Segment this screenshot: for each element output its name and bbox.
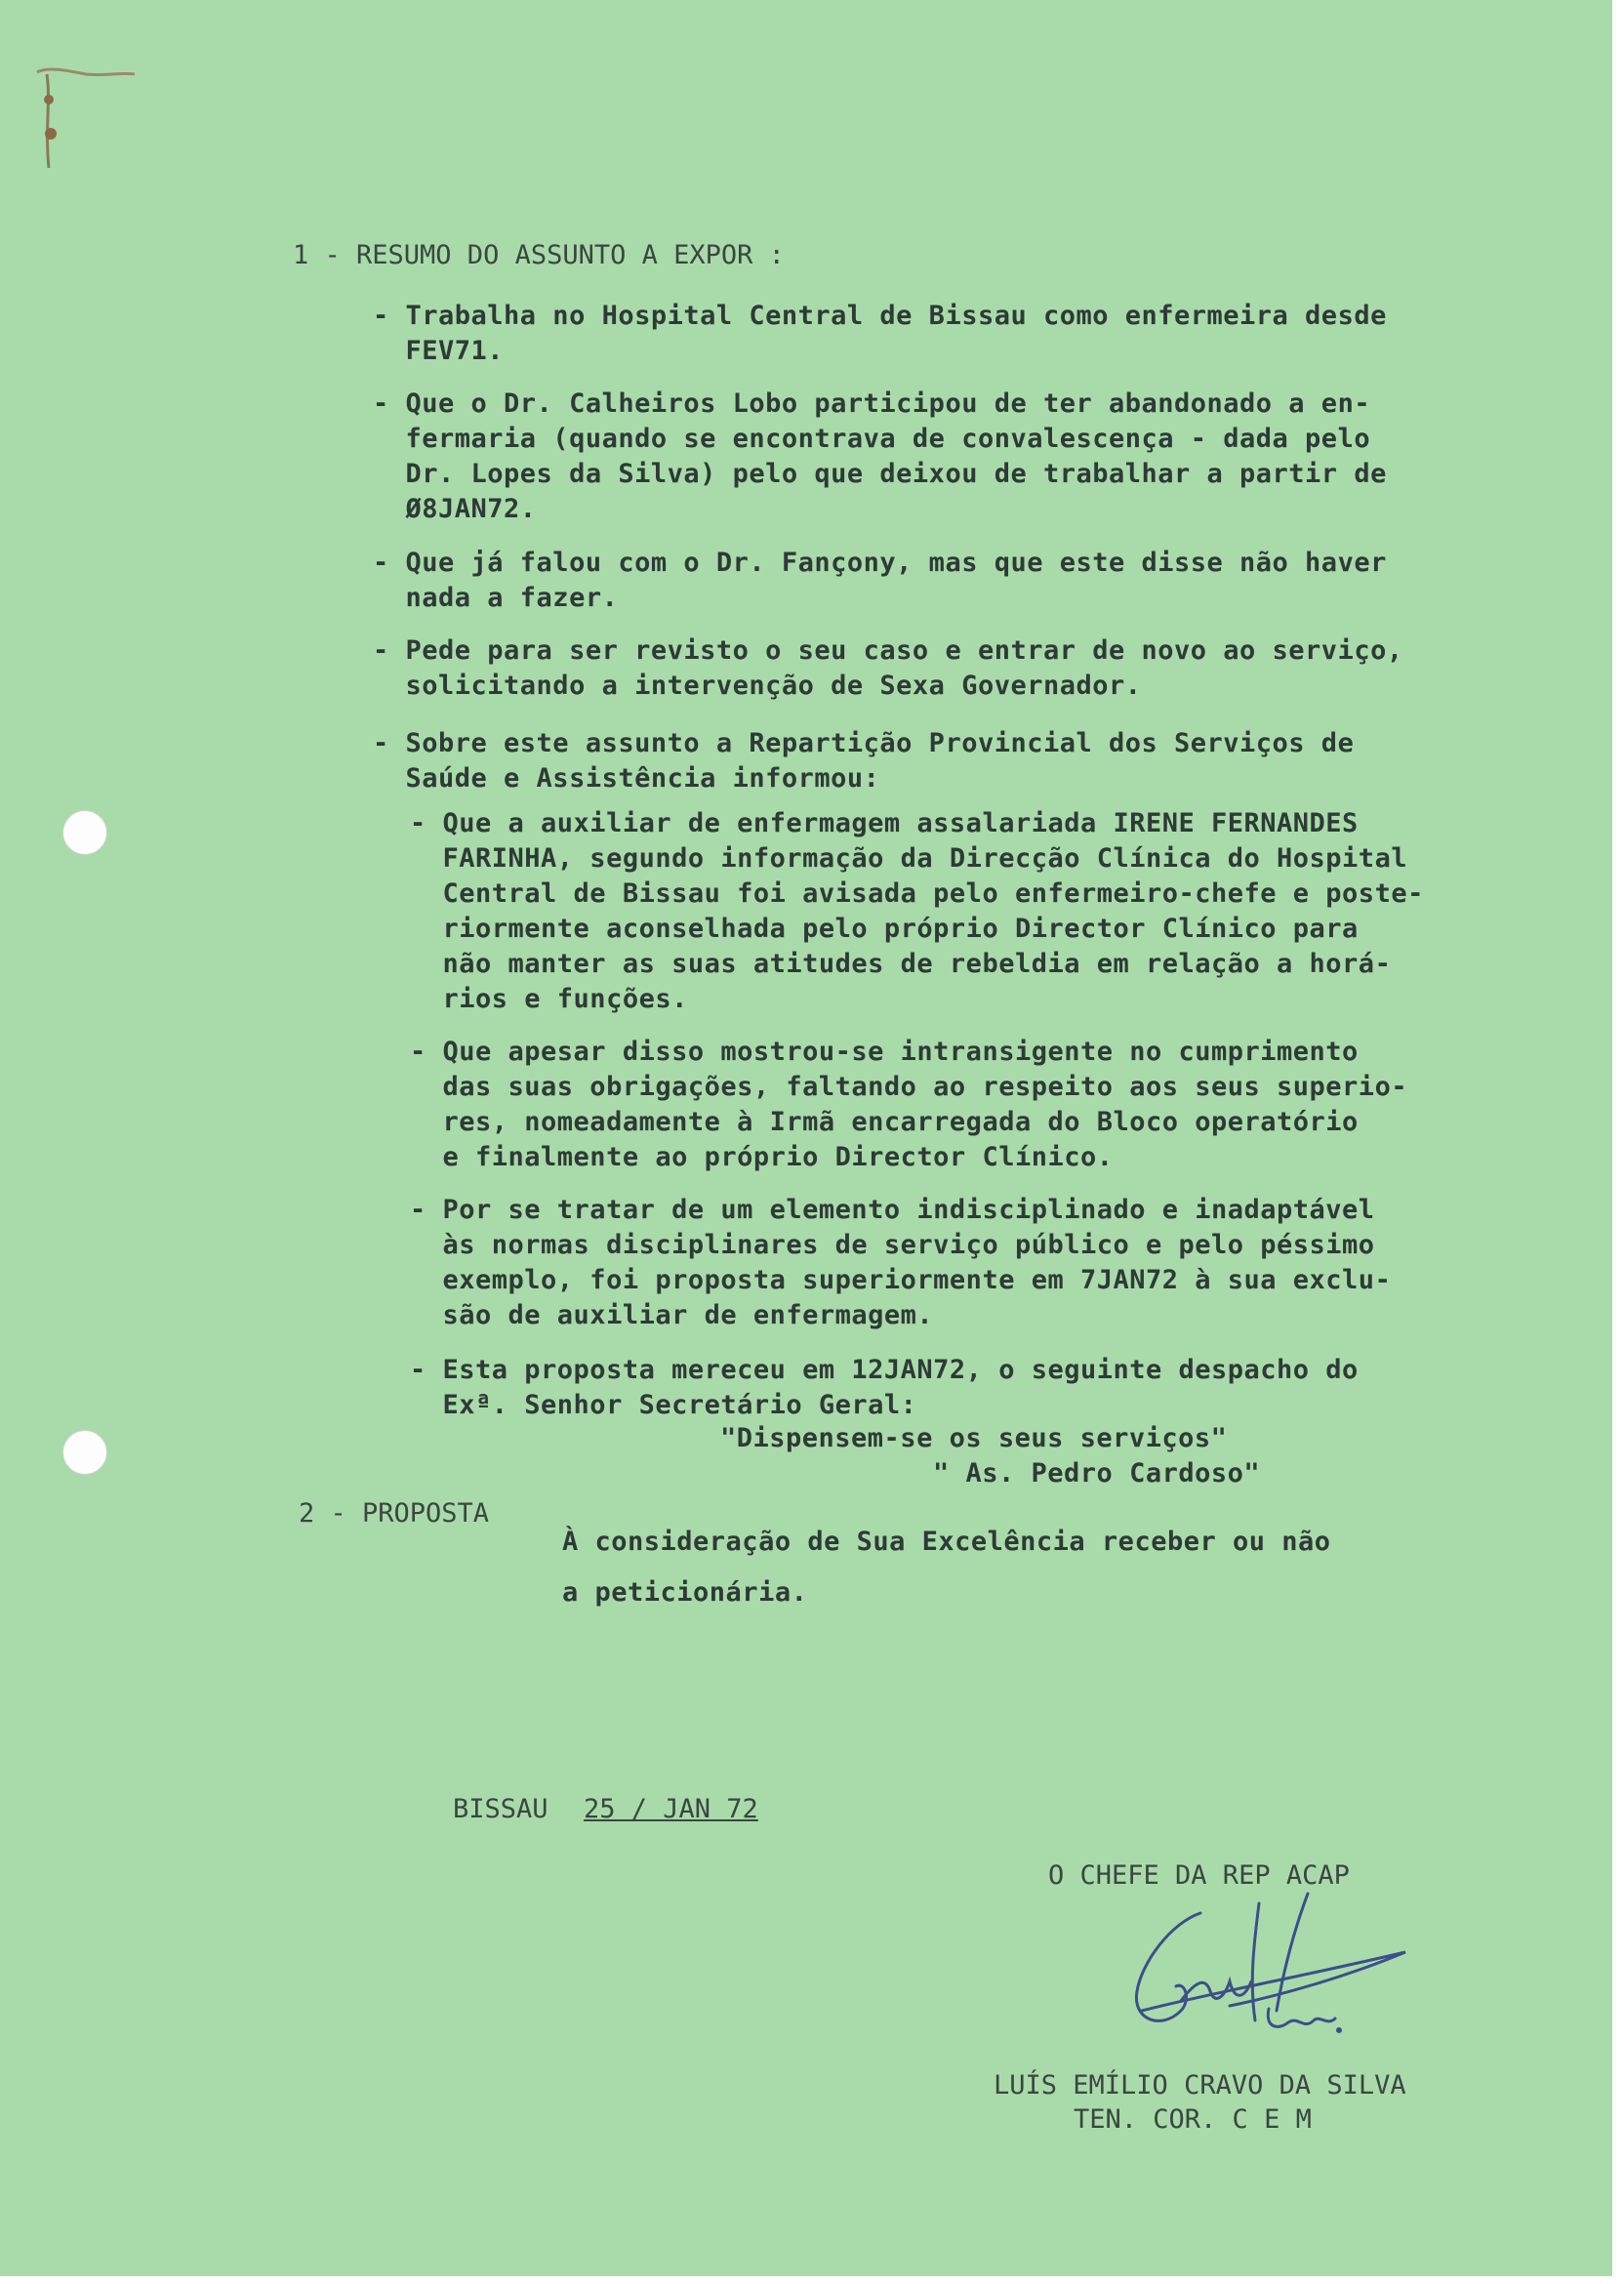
item-line: - Pede para ser revisto o seu caso e entrar de novo ao serviço, <box>373 635 1403 666</box>
item-1 <box>373 299 1387 369</box>
place: BISSAU <box>453 1794 548 1824</box>
item-5 <box>373 726 1354 796</box>
subitem-3 <box>410 1193 1391 1333</box>
section-1-heading: 1 - RESUMO DO ASSUNTO A EXPOR : <box>293 240 785 270</box>
date: 25 / JAN 72 <box>584 1794 758 1824</box>
item-line: - Que já falou com o Dr. Fançony, mas que este disse não haver <box>373 548 1387 578</box>
item-line: FEV71. <box>373 336 505 366</box>
item-line: Ø8JAN72. <box>373 494 537 524</box>
signatory-name: LUÍS EMÍLIO CRAVO DA SILVA <box>994 2070 1406 2100</box>
subitem-line: riormente aconselhada pelo próprio Director Clínico para <box>410 914 1359 944</box>
proposal-line-2: a peticionária. <box>562 1577 808 1608</box>
item-line: - Trabalha no Hospital Central de Bissau como enfermeira desde <box>373 301 1387 331</box>
section-2-heading: 2 - PROPOSTA <box>299 1498 490 1529</box>
subitem-line: - Esta proposta mereceu em 12JAN72, o seguinte despacho do <box>410 1355 1359 1385</box>
subitem-line: - Por se tratar de um elemento indisciplinado e inadaptável <box>410 1195 1375 1225</box>
punch-hole-upper <box>62 810 107 855</box>
handwritten-signature <box>1083 1884 1435 2079</box>
despacho-quote-2: " As. Pedro Cardoso" <box>933 1458 1261 1489</box>
item-line: Dr. Lopes da Silva) pelo que deixou de trabalhar a partir de <box>373 459 1387 489</box>
subitem-2 <box>410 1035 1407 1175</box>
staple-mark-icon <box>27 61 144 178</box>
item-line: Saúde e Assistência informou: <box>373 763 880 794</box>
item-line: nada a fazer. <box>373 583 619 613</box>
subitem-line: das suas obrigações, faltando ao respeito aos seus superio- <box>410 1072 1408 1102</box>
item-2 <box>373 387 1387 527</box>
item-line: - Sobre este assunto a Repartição Provincial dos Serviços de <box>373 728 1355 758</box>
signatory-title: O CHEFE DA REP ACAP <box>1048 1860 1350 1891</box>
subitem-line: e finalmente ao próprio Director Clínico. <box>410 1142 1114 1172</box>
item-line: fermaria (quando se encontrava de convalescença - dada pelo <box>373 424 1371 454</box>
signatory-rank: TEN. COR. C E M <box>1074 2104 1312 2135</box>
subitem-line: Exª. Senhor Secretário Geral: <box>410 1390 917 1420</box>
subitem-line: res, nomeadamente à Irmã encarregada do Bloco operatório <box>410 1107 1359 1137</box>
subitem-1 <box>410 806 1424 1017</box>
subitem-4 <box>410 1353 1359 1423</box>
item-line: - Que o Dr. Calheiros Lobo participou de ter abandonado a en- <box>373 388 1371 419</box>
subitem-line: - Que apesar disso mostrou-se intransigente no cumprimento <box>410 1037 1359 1067</box>
subitem-line: rios e funções. <box>410 984 688 1014</box>
item-3 <box>373 546 1387 616</box>
subitem-line: às normas disciplinares de serviço público e pelo péssimo <box>410 1230 1375 1260</box>
despacho-quote-1: "Dispensem-se os seus serviços" <box>720 1423 1228 1453</box>
subitem-line: Central de Bissau foi avisada pelo enfermeiro-chefe e poste- <box>410 878 1424 909</box>
subitem-line: FARINHA, segundo informação da Direcção Clínica do Hospital <box>410 843 1408 874</box>
subitem-line: - Que a auxiliar de enfermagem assalariada IRENE FERNANDES <box>410 808 1359 838</box>
item-4 <box>373 633 1403 704</box>
subitem-line: são de auxiliar de enfermagem. <box>410 1300 934 1330</box>
subitem-line: não manter as suas atitudes de rebeldia em relação a horá- <box>410 949 1392 979</box>
proposal-line-1: À consideração de Sua Excelência receber ou não <box>562 1527 1331 1557</box>
subitem-line: exemplo, foi proposta superiormente em 7JAN72 à sua exclu- <box>410 1265 1392 1295</box>
item-line: solicitando a intervenção de Sexa Governador. <box>373 671 1142 701</box>
punch-hole-lower <box>62 1430 107 1475</box>
